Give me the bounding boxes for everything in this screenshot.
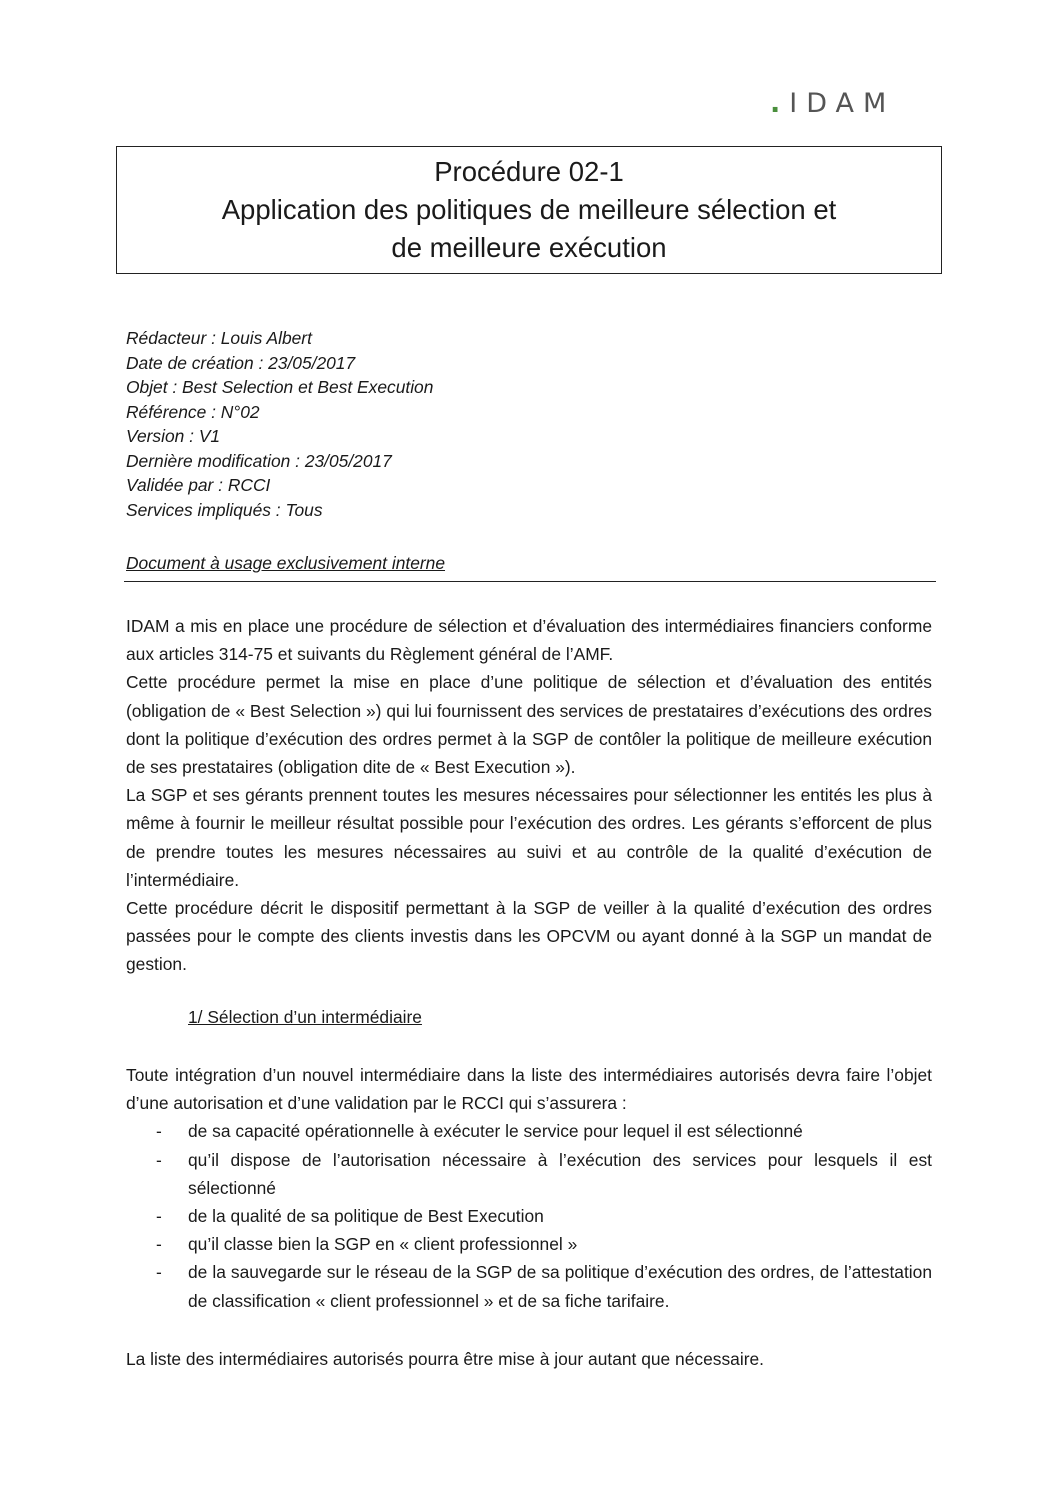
intro-text: [126, 612, 932, 979]
list-item: - qu’il classe bien la SGP en « client professionnel »: [126, 1230, 932, 1258]
section-1-paragraph: Toute intégration d’un nouvel intermédiaire dans la liste des intermédiaires autorisés devra faire l’objet d’une autorisation et d’une validation par le RCCI qui s’assurera :: [126, 1065, 932, 1114]
document-metadata: [126, 326, 433, 522]
list-item: - qu’il dispose de l’autorisation nécessaire à l’exécution des services pour lesquels il est sélectionné: [126, 1146, 932, 1202]
idam-logo: [770, 88, 895, 119]
list-item: - de la sauvegarde sur le réseau de la SGP de sa politique d’exécution des ordres, de l’attestation de classification « client professionnel » et de sa fiche tarifaire.: [126, 1258, 932, 1314]
meta-author: Rédacteur : Louis Albert: [126, 328, 312, 348]
document-title-line3: de meilleure exécution: [391, 232, 667, 263]
meta-services: Services impliqués : Tous: [126, 499, 323, 520]
list-item: - de la qualité de sa politique de Best Execution: [126, 1202, 932, 1230]
meta-reference: Référence : N°02: [126, 401, 260, 422]
intro-paragraph: IDAM a mis en place une procédure de sélection et d’évaluation des intermédiaires financiers conforme aux articles 314-75 et suivants du Règlement général de l’AMF.: [126, 616, 932, 665]
list-item: - de sa capacité opérationnelle à exécuter le service pour lequel il est sélectionné: [126, 1117, 932, 1145]
logo-dot: .: [770, 88, 790, 119]
meta-last-modified: Dernière modification : 23/05/2017: [126, 450, 392, 471]
intro-paragraph: Cette procédure décrit le dispositif permettant à la SGP de veiller à la qualité d’exécution des ordres passées pour le compte des clients investis dans les OPCVM ou ayant donné à la SGP un mandat de gestion.: [126, 898, 932, 975]
meta-validated-by: Validée par : RCCI: [126, 475, 271, 495]
meta-version: Version : V1: [126, 426, 221, 446]
document-title-line2: Application des politiques de meilleure sélection et: [221, 194, 837, 225]
internal-use-notice: Document à usage exclusivement interne: [126, 553, 446, 573]
separator-line: [124, 581, 936, 582]
document-title-line1: Procédure 02-1: [434, 156, 624, 187]
meta-subject: Objet : Best Selection et Best Execution: [126, 377, 434, 397]
section-1-body: [126, 1061, 932, 1315]
closing-paragraph: La liste des intermédiaires autorisés pourra être mise à jour autant que nécessaire.: [126, 1349, 764, 1369]
meta-creation-date: Date de création : 23/05/2017: [126, 352, 356, 373]
bullet-dash: -: [156, 1149, 162, 1170]
logo-text: IDAM: [789, 88, 896, 119]
bullet-dash: -: [156, 1206, 162, 1227]
intro-paragraph: La SGP et ses gérants prennent toutes les mesures nécessaires pour sélectionner les entités les plus à même à fournir le meilleur résultat possible pour l’exécution des ordres. Les gérants s’efforcent de plus de prendre toutes les mesures nécessaires au suivi et au contrôle de la qualité d’exécution de l’intermédiaire.: [126, 785, 932, 890]
criteria-list: [126, 1117, 932, 1314]
section-1-title: 1/ Sélection d’un intermédiaire: [188, 1007, 422, 1027]
intro-paragraph: Cette procédure permet la mise en place d’une politique de sélection et d’évaluation des entités (obligation de « Best Selection ») qui lui fournissent des services de prestataires d’exécutions des ordres dont la politique d’exécution des ordres permet à la SGP de contôler la politique de meilleure exécution de ses prestataires (obligation dite de « Best Execution »).: [126, 672, 932, 778]
title-box: [116, 146, 942, 274]
bullet-dash: -: [156, 1121, 162, 1142]
bullet-dash: -: [156, 1234, 162, 1255]
bullet-dash: -: [156, 1262, 162, 1283]
